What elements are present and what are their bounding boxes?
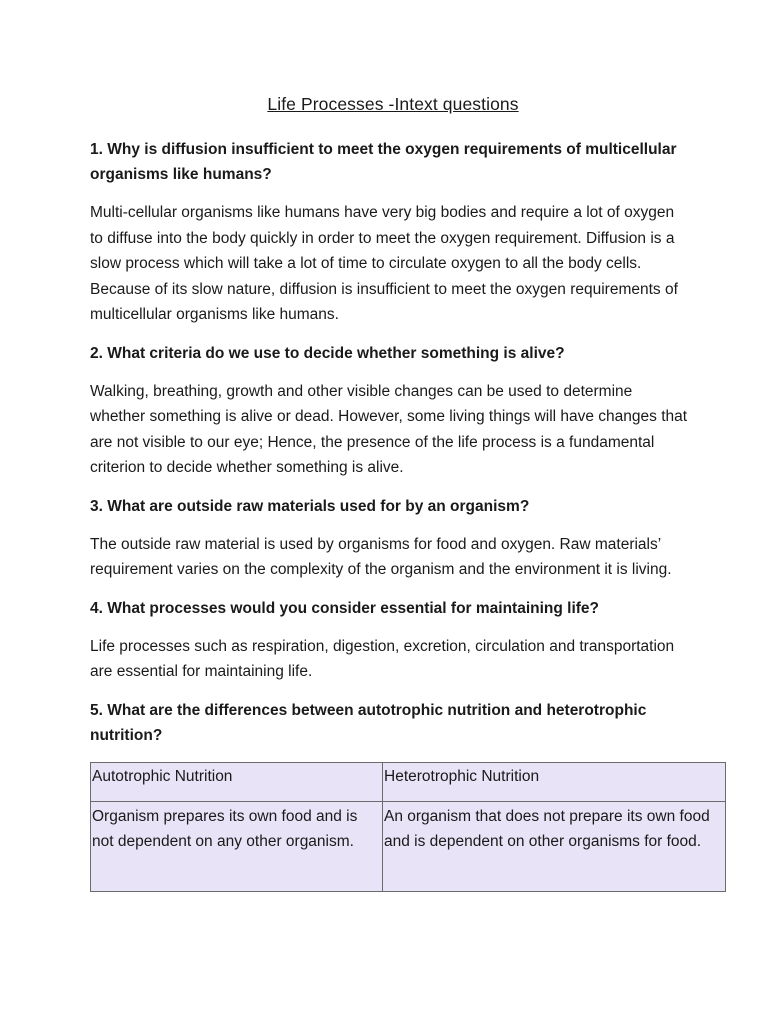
answer-2: Walking, breathing, growth and other visible changes can be used to determine whether something is alive or dead. However, some living things will have changes that are not visible to our eye; Hence, the presence of the life process is a fundamental criterion to decide whether something is alive. — [90, 382, 688, 476]
table-row — [91, 801, 726, 891]
nutrition-comparison-table — [90, 762, 726, 892]
page-title: Life Processes -Intext questions — [267, 94, 519, 114]
question-5: 5. What are the differences between autotrophic nutrition and heterotrophic nutrition? — [90, 701, 647, 744]
table-header-cell: Autotrophic Nutrition — [91, 762, 383, 801]
question-1: 1. Why is diffusion insufficient to meet the oxygen requirements of multicellular organisms like humans? — [90, 141, 677, 183]
question-4: 4. What processes would you consider essential for maintaining life? — [90, 599, 600, 617]
answer-4: Life processes such as respiration, digestion, excretion, circulation and transportation are essential for maintaining life. — [90, 637, 675, 680]
question-2: 2. What criteria do we use to decide whether something is alive? — [90, 344, 565, 362]
question-3: 3. What are outside raw materials used for by an organism? — [90, 497, 530, 515]
table-cell: Organism prepares its own food and is not dependent on any other organism. — [91, 801, 383, 891]
table-header-row — [91, 762, 726, 801]
answer-3: The outside raw material is used by organisms for food and oxygen. Raw materials’ requirement varies on the complexity of the organism and the environment it is living. — [90, 535, 672, 578]
answer-1: Multi-cellular organisms like humans have very big bodies and require a lot of oxygen to diffuse into the body quickly in order to meet the oxygen requirement. Diffusion is a slow process which will take a lot of time to circulate oxygen to all the body cells. Because of its slow nature, diffusion is insufficient to meet the oxygen requirements of multicellular organisms like humans. — [90, 204, 678, 323]
table-cell: An organism that does not prepare its own food and is dependent on other organisms for food. — [383, 801, 726, 891]
document-body — [90, 94, 710, 892]
table-header-cell: Heterotrophic Nutrition — [383, 762, 726, 801]
